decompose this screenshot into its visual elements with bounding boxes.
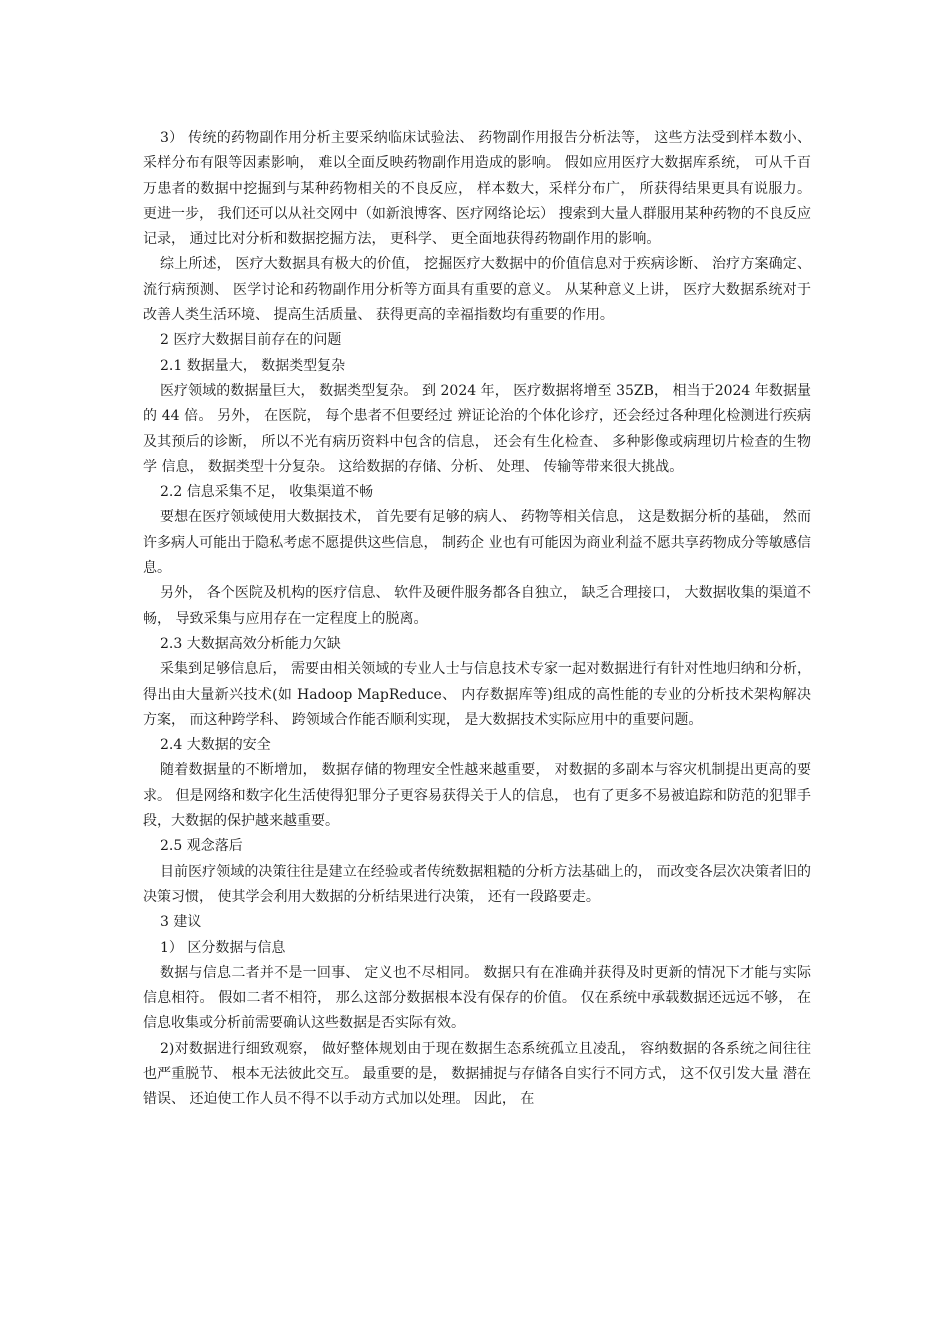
subsection-heading-2-3: 2.3 大数据高效分析能力欠缺 — [160, 635, 341, 652]
item-heading-1: 1） 区分数据与信息 — [160, 939, 286, 956]
paragraph-channels: 另外， 各个医院及机构的医疗信息、 软件及硬件服务都各自独立， 缺乏合理接口， 大数据收集的渠道不畅， 导致采集与应用存在一定程度上的脱离。 — [143, 585, 811, 627]
paragraph-summary: 综上所述， 医疗大数据具有极大的价值， 挖掘医疗大数据中的价值信息对于疾病诊断、 治疗方案确定、 流行病预测、 医学讨论和药物副作用分析等方面具有重要的意义。 从某种意义上讲， 医疗大数据系统对于改善人类生活环境、 提高生活质量、 获得更高的幸福指数均有重要的作用。 — [143, 256, 811, 324]
paragraph-drug-side-effects: 3） 传统的药物副作用分析主要采纳临床试验法、 药物副作用报告分析法等， 这些方法受到样本数小、 采样分布有限等因素影响， 难以全面反映药物副作用造成的影响。 假如应用医疗大数据库系统， 可从千百万患者的数据中挖掘到与某种药物相关的不良反应， 样本数大，采样分布广， 所获得结果更具有说服力。 更进一步， 我们还可以从社交网中（如新浪博客、医疗网络论坛） 搜索到大量人群服用某种药物的不良反应记录， 通过比对分析和数据挖掘方法， 更科学、 更全面地获得药物副作用的影响。 — [143, 130, 811, 248]
subsection-heading-2-2: 2.2 信息采集不足， 收集渠道不畅 — [160, 484, 374, 501]
subsection-heading-2-5: 2.5 观念落后 — [160, 838, 243, 855]
paragraph-observation: 2)对数据进行细致观察， 做好整体规划由于现在数据生态系统孤立且凌乱， 容纳数据的各系统之间往往也严重脱节、 根本无法彼此交互。 最重要的是， 数据捕捉与存储各自实行不同方式， 这不仅引发大量 潜在错误、 还迫使工作人员不得不以手动方式加以处理。 因此， 在 — [143, 1040, 811, 1108]
subsection-heading-2-4: 2.4 大数据的安全 — [160, 737, 271, 754]
paragraph-analysis: 采集到足够信息后， 需要由相关领域的专业人士与信息技术专家一起对数据进行有针对性地归纳和分析， 得出由大量新兴技术(如 Hadoop MapReduce、 内存数据库等)组成的高性能的专业的分析技术架构解决方案， 而这种跨学科、 跨领域合作能否顺利实现， 是大数据技术实际应用中的重要问题。 — [143, 661, 811, 728]
paragraph-concepts: 目前医疗领域的决策往往是建立在经验或者传统数据粗糙的分析方法基础上的， 而改变各层次决策者旧的决策习惯， 使其学会利用大数据的分析结果进行决策， 还有一段路要走。 — [143, 863, 811, 905]
document-page — [143, 126, 811, 1113]
paragraph-security: 随着数据量的不断增加， 数据存储的物理安全性越来越重要， 对数据的多副本与容灾机制提出更高的要求。 但是网络和数字化生活使得犯罪分子更容易获得关于人的信息， 也有了更多不易被追踪和防范的犯罪手段，大数据的保护越来越重要。 — [143, 762, 811, 830]
subsection-heading-2-1: 2.1 数据量大， 数据类型复杂 — [160, 357, 346, 374]
section-heading-2: 2 医疗大数据目前存在的问题 — [160, 332, 342, 349]
paragraph-data-volume: 医疗领域的数据量巨大， 数据类型复杂。 到 2024 年， 医疗数据将增至 35ZB， 相当于2024 年数据量的 44 倍。 另外， 在医院， 每个患者不但要经过 辨证论治的个体化诊疗，还会经过各种理化检测进行疾病及其预后的诊断， 所以不光有病历资料中包含的信息， 还会有生化检查、 多种影像或病理切片检查的生物学 信息， 数据类型十分复杂。 这给数据的存储、分析、 处理、 传输等带来很大挑战。 — [143, 382, 811, 475]
paragraph-info-collection: 要想在医疗领域使用大数据技术， 首先要有足够的病人、 药物等相关信息， 这是数据分析的基础， 然而许多病人可能出于隐私考虑不愿提供这些信息， 制药企 业也有可能因为商业利益不愿共享药物成分等敏感信息。 — [143, 509, 811, 577]
paragraph-data-vs-info: 数据与信息二者并不是一回事、 定义也不尽相同。 数据只有在准确并获得及时更新的情况下才能与实际信息相符。 假如二者不相符， 那么这部分数据根本没有保存的价值。 仅在系统中承载数据还远远不够， 在信息收集或分析前需要确认这些数据是否实际有效。 — [143, 964, 811, 1032]
section-heading-3: 3 建议 — [160, 914, 202, 931]
